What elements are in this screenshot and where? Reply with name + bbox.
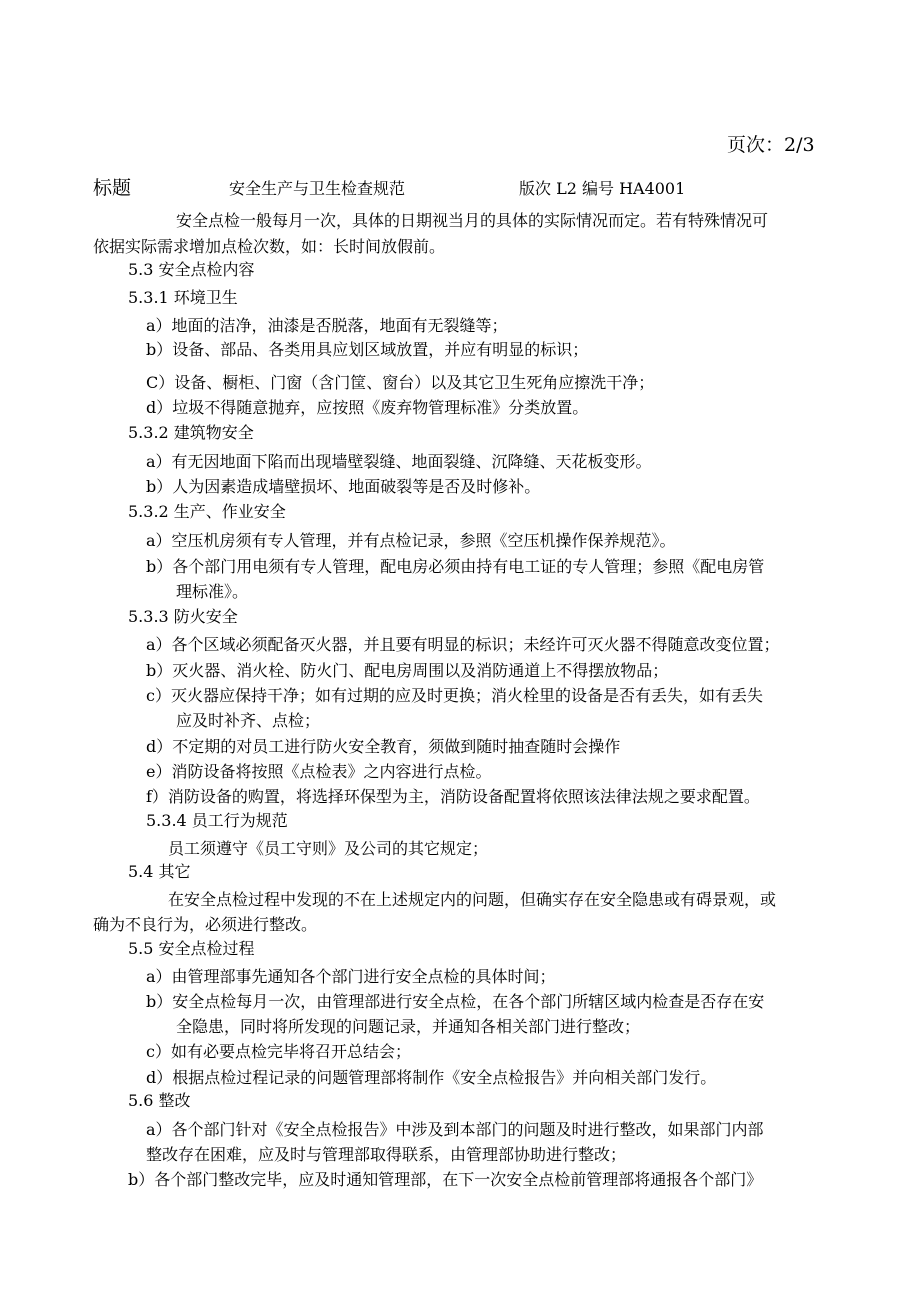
list-item: b）各个部门用电须有专人管理，配电房必须由持有电工证的专人管理；参照《配电房管 xyxy=(146,557,765,576)
list-item: 整改存在困难，应及时与管理部取得联系，由管理部协助进行整改； xyxy=(146,1145,627,1164)
paragraph-line: 确为不良行为，必须进行整改。 xyxy=(93,915,318,934)
list-item: b）各个部门整改完毕，应及时通知管理部，在下一次安全点检前管理部将通报各个部门》 xyxy=(128,1170,763,1189)
list-item: c）灭火器应保持干净；如有过期的应及时更换；消火栓里的设备是否有丢失，如有丢失 xyxy=(146,686,763,705)
list-item: a）有无因地面下陷而出现墙壁裂缝、地面裂缝、沉降缝、天花板变形。 xyxy=(146,452,652,471)
section-heading: 5.5 安全点检过程 xyxy=(128,939,255,958)
list-item: a）地面的洁净，油漆是否脱落，地面有无裂缝等； xyxy=(146,316,508,335)
section-heading: 5.3.4 员工行为规范 xyxy=(146,811,288,830)
list-item: b）安全点检每月一次，由管理部进行安全点检，在各个部门所辖区域内检查是否存在安 xyxy=(146,992,765,1011)
document-title: 安全生产与卫生检查规范 xyxy=(229,179,406,198)
section-heading: 5.3.2 建筑物安全 xyxy=(128,423,254,442)
section-heading: 5.3.1 环境卫生 xyxy=(128,288,238,307)
list-item: e）消防设备将按照《点检表》之内容进行点检。 xyxy=(146,762,492,781)
list-item: C）设备、橱柜、门窗（含门筐、窗台）以及其它卫生死角应擦洗干净； xyxy=(146,373,655,392)
paragraph-line: 依据实际需求增加点检次数，如：长时间放假前。 xyxy=(93,237,446,256)
list-item: d）不定期的对员工进行防火安全教育，须做到随时抽查随时会操作 xyxy=(146,737,621,756)
list-item: 理标准》。 xyxy=(176,582,249,601)
list-item: d）根据点检过程记录的问题管理部将制作《安全点检报告》并向相关部门发行。 xyxy=(146,1068,717,1087)
list-item: c）如有必要点检完毕将召开总结会； xyxy=(146,1042,411,1061)
section-heading: 5.4 其它 xyxy=(128,862,191,881)
section-heading: 5.6 整改 xyxy=(128,1091,191,1110)
paragraph-line: 员工须遵守《员工守则》及公司的其它规定； xyxy=(168,839,489,858)
list-item: b）人为因素造成墙壁损坏、地面破裂等是否及时修补。 xyxy=(146,477,541,496)
paragraph-line: 在安全点检过程中发现的不在上述规定内的问题，但确实存在安全隐患或有碍景观，或 xyxy=(168,890,777,909)
list-item: b）灭火器、消火栓、防火门、配电房周围以及消防通道上不得摆放物品； xyxy=(146,661,669,680)
header-label: 标题 xyxy=(93,177,132,199)
list-item: 全隐患，同时将所发现的问题记录，并通知各相关部门进行整改； xyxy=(176,1017,641,1036)
list-item: a）空压机房须有专人管理，并有点检记录，参照《空压机操作保养规范》。 xyxy=(146,531,676,550)
list-item: b）设备、部品、各类用具应划区域放置，并应有明显的标识； xyxy=(146,340,589,359)
paragraph-line: 安全点检一般每月一次，具体的日期视当月的具体的实际情况而定。若有特殊情况可 xyxy=(176,211,769,230)
list-item: a）由管理部事先通知各个部门进行安全点检的具体时间； xyxy=(146,967,556,986)
list-item: d）垃圾不得随意抛弃，应按照《废弃物管理标准》分类放置。 xyxy=(146,398,589,417)
list-item: 应及时补齐、点检； xyxy=(176,711,321,730)
list-item: f）消防设备的购置，将选择环保型为主，消防设备配置将依照该法律法规之要求配置。 xyxy=(146,787,760,806)
section-heading: 5.3 安全点检内容 xyxy=(128,260,255,279)
list-item: a）各个区域必须配备灭火器，并且要有明显的标识；未经许可灭火器不得随意改变位置； xyxy=(146,635,780,654)
page-number: 页次：2/3 xyxy=(727,134,815,156)
list-item: a）各个部门针对《安全点检报告》中涉及到本部门的问题及时进行整改，如果部门内部 xyxy=(146,1120,764,1139)
version-number: 版次 L2 编号 HA4001 xyxy=(519,179,686,198)
section-heading: 5.3.2 生产、作业安全 xyxy=(128,502,286,521)
section-heading: 5.3.3 防火安全 xyxy=(128,607,238,626)
